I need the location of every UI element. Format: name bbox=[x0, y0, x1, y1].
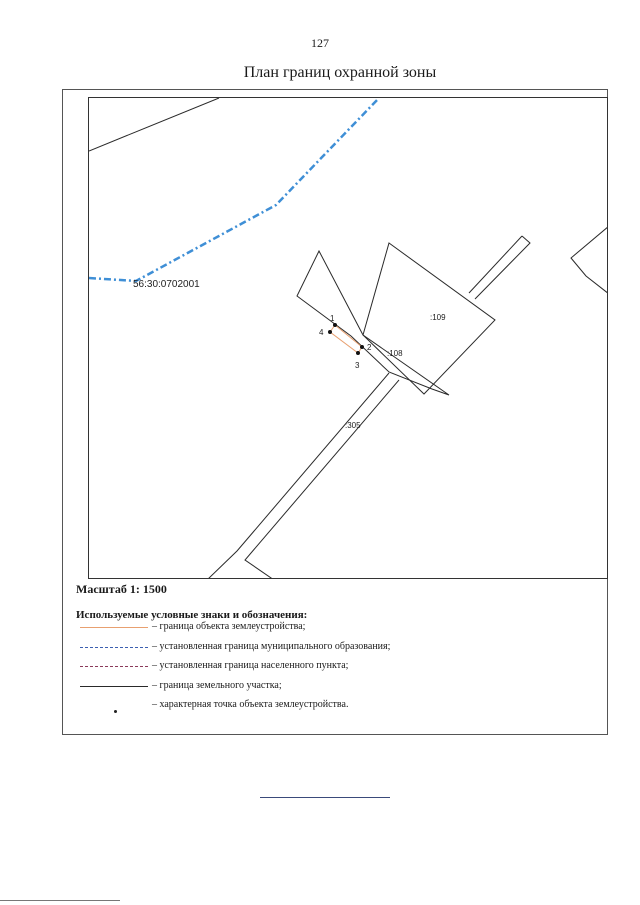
object-boundary bbox=[330, 325, 362, 353]
characteristic-point-2 bbox=[360, 345, 364, 349]
parcel-edge-right bbox=[571, 226, 608, 294]
map-frame bbox=[88, 97, 608, 579]
parcel-305-label: :305 bbox=[345, 421, 361, 430]
parcel-109 bbox=[363, 243, 495, 394]
parcel-305-edge-left bbox=[207, 373, 389, 579]
legend-item-characteristic-point bbox=[0, 699, 560, 713]
legend-text-characteristic-point: – характерная точка объекта землеустройства. bbox=[152, 699, 349, 710]
legend-item-settlement-boundary bbox=[0, 660, 560, 674]
point-3-label: 3 bbox=[355, 361, 360, 370]
legend-text-municipal-boundary: – установленная граница муниципального образования; bbox=[152, 641, 391, 652]
characteristic-point-1 bbox=[333, 323, 337, 327]
legend-dot-icon bbox=[114, 710, 117, 713]
legend-item-object-boundary bbox=[0, 621, 560, 635]
legend-sample-settlement-boundary bbox=[80, 666, 148, 667]
legend-item-municipal-boundary bbox=[0, 641, 560, 655]
parcel-108 bbox=[297, 251, 449, 395]
legend-item-parcel-boundary bbox=[0, 680, 560, 694]
page-bottom-edge bbox=[0, 900, 120, 901]
footer-rule bbox=[260, 797, 390, 798]
point-2-label: 2 bbox=[367, 343, 372, 352]
map-canvas bbox=[89, 98, 608, 579]
parcel-edge-top-left bbox=[89, 98, 219, 151]
legend-sample-municipal-boundary bbox=[80, 647, 148, 648]
parcel-108-label: :108 bbox=[387, 349, 403, 358]
point-4-label: 4 bbox=[319, 328, 324, 337]
legend-sample-object-boundary bbox=[80, 627, 148, 628]
legend-text-parcel-boundary: – граница земельного участка; bbox=[152, 680, 282, 691]
page-number: 127 bbox=[311, 36, 329, 50]
legend-text-settlement-boundary: – установленная граница населенного пункта; bbox=[152, 660, 349, 671]
legend-title: Используемые условные знаки и обозначения: bbox=[76, 609, 308, 621]
quarter-label: 56:30:0702001 bbox=[133, 279, 200, 290]
plan-title: План границ охранной зоны bbox=[243, 64, 437, 81]
parcel-109-label: :109 bbox=[430, 313, 446, 322]
legend-text-object-boundary: – граница объекта землеустройства; bbox=[152, 621, 306, 632]
municipal-boundary-line bbox=[89, 98, 379, 281]
legend-sample-parcel-boundary bbox=[80, 686, 148, 687]
scale-label: Масштаб 1: 1500 bbox=[76, 582, 167, 596]
point-1-label: 1 bbox=[330, 314, 335, 323]
characteristic-point-3 bbox=[356, 351, 360, 355]
characteristic-point-4 bbox=[328, 330, 332, 334]
parcel-305-edge-right bbox=[245, 380, 399, 579]
parcel-305-upper-left bbox=[469, 236, 522, 293]
parcel-305-upper-right bbox=[475, 236, 530, 299]
